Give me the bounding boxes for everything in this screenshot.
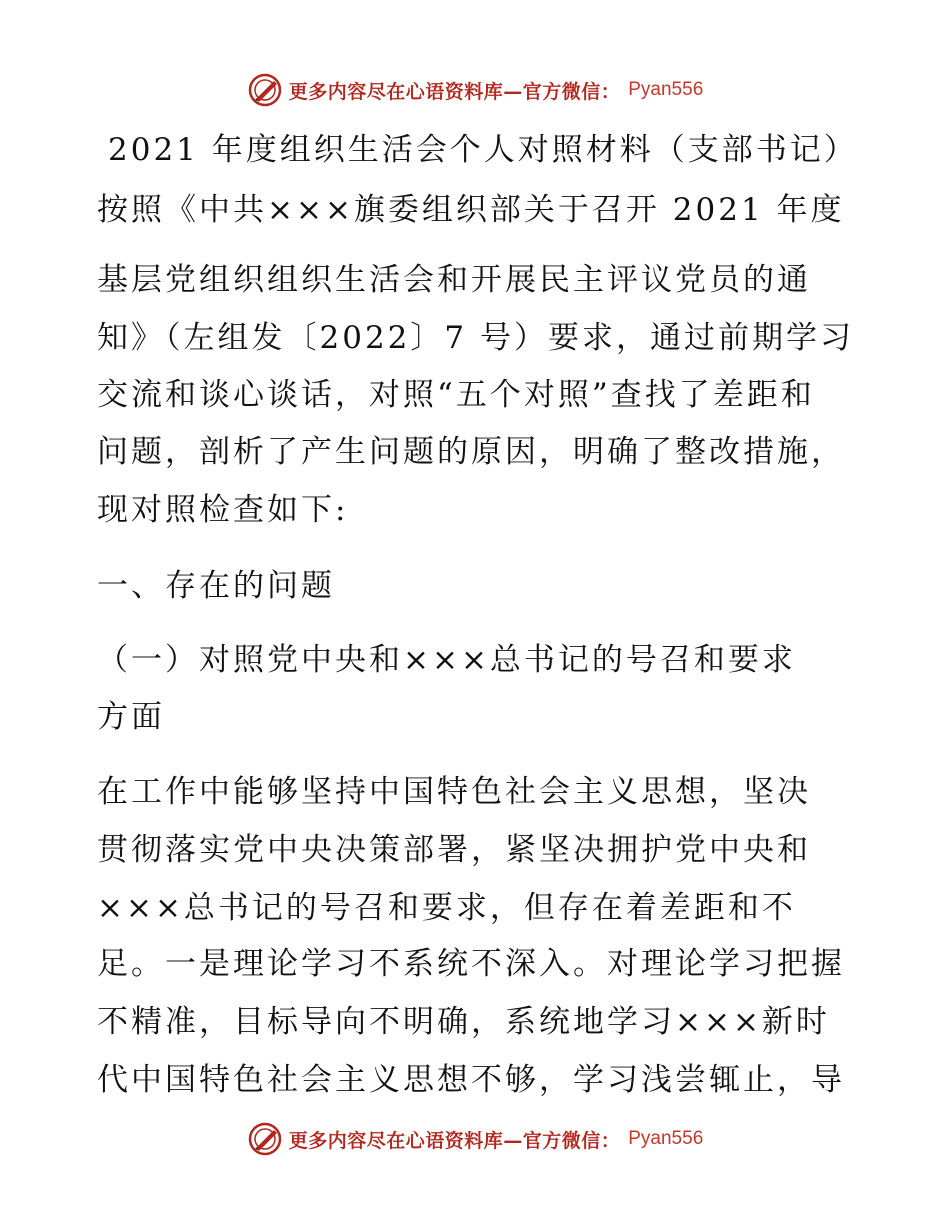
pen-seal-icon [247,1121,283,1157]
paragraph-1-line: 知》（左组发〔2022〕7 号）要求，通过前期学习 [97,320,854,356]
paragraph-2-line: 代中国特色社会主义思想不够，学习浅尝辄止，导 [97,1062,845,1098]
paragraph-1-line: 按照《中共×××旗委组织部关于召开 2021 年度 [97,192,845,228]
pen-seal-icon [247,72,283,108]
watermark-handle: Pyan556 [628,1128,704,1149]
subsection-heading: （一）对照党中央和×××总书记的号召和要求 [97,642,796,678]
paragraph-2-line: 不精准，目标导向不明确，系统地学习×××新时 [97,1004,830,1040]
paragraph-2-line: 足。一是理论学习不系统不深入。对理论学习把握 [97,946,845,982]
watermark-text: 更多内容尽在心语资料库—官方微信： [288,80,621,103]
paragraph-2-line: ×××总书记的号召和要求，但存在着差距和不 [97,890,796,926]
watermark-banner-top [0,68,950,112]
paragraph-1-line: 现对照检查如下: [97,492,349,528]
paragraph-2-line: 在工作中能够坚持中国特色社会主义思想，坚决 [97,774,811,810]
watermark-banner-bottom [0,1117,950,1161]
section-heading: 一、存在的问题 [97,568,335,604]
paragraph-1-line: 问题，剖析了产生问题的原因，明确了整改措施， [97,434,845,470]
paragraph-1-line: 基层党组织组织生活会和开展民主评议党员的通 [97,262,811,298]
document-title: 2021 年度组织生活会个人对照材料（支部书记） [108,132,858,168]
watermark-text: 更多内容尽在心语资料库—官方微信： [288,1129,621,1152]
paragraph-2-line: 贯彻落实党中央决策部署，紧坚决拥护党中央和 [97,832,811,868]
watermark-handle: Pyan556 [628,79,704,100]
paragraph-1-line: 交流和谈心谈话，对照“五个对照”查找了差距和 [97,377,815,413]
subsection-heading: 方面 [97,699,165,735]
